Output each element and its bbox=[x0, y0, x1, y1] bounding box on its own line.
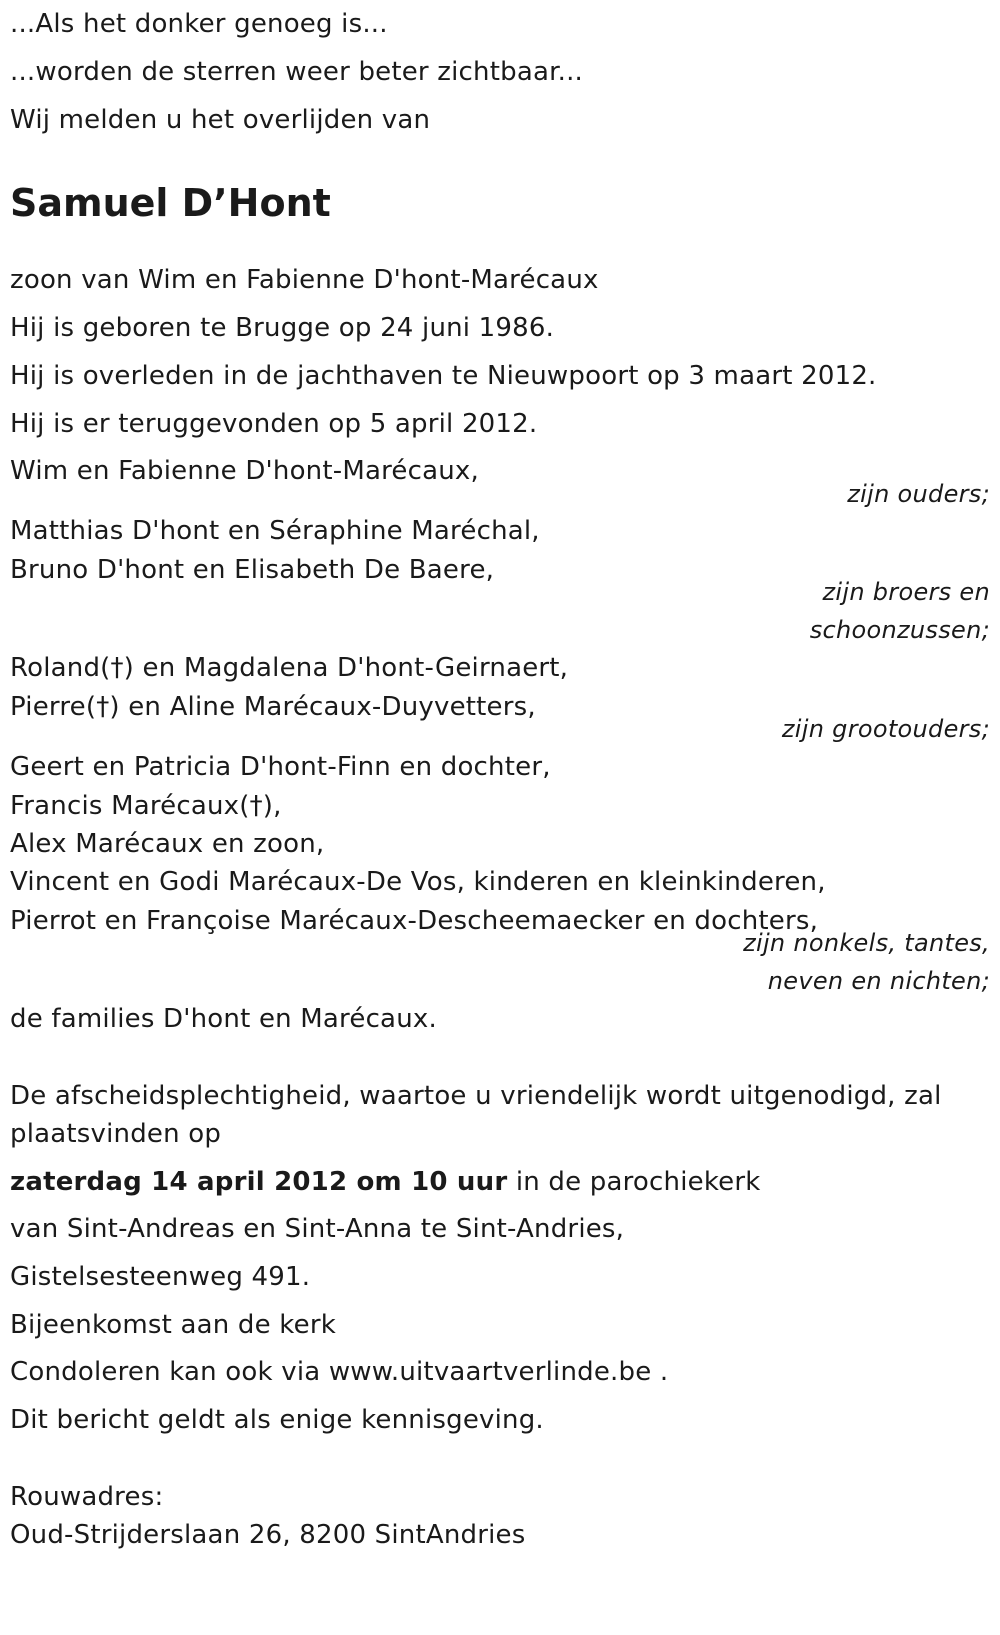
parents-names: Wim en Fabienne D'hont-Marécaux, bbox=[10, 456, 479, 486]
relatives-line-2: Francis Marécaux(†), bbox=[10, 791, 282, 821]
siblings-line-2: Bruno D'hont en Elisabeth De Baere, bbox=[10, 555, 495, 585]
ceremony-condolences: Condoleren kan ook via www.uitvaartverlinde.be . bbox=[10, 1357, 669, 1387]
parents-role: zijn ouders; bbox=[847, 480, 990, 508]
ceremony-date-rest: in de parochiekerk bbox=[507, 1167, 761, 1197]
relatives-line-1: Geert en Patricia D'hont-Finn en dochter, bbox=[10, 752, 551, 782]
grandparents-role: zijn grootouders; bbox=[781, 715, 990, 743]
ceremony-invite-line-2: plaatsvinden op bbox=[10, 1119, 222, 1149]
relatives-line-3: Alex Marécaux en zoon, bbox=[10, 829, 325, 859]
relatives-line-4: Vincent en Godi Marécaux-De Vos, kinderen en kleinkinderen, bbox=[10, 867, 826, 897]
siblings-role-line-1: zijn broers en bbox=[822, 578, 990, 606]
relatives-role-line-2: neven en nichten; bbox=[767, 967, 990, 995]
died-line: Hij is overleden in de jachthaven te Nieuwpoort op 3 maart 2012. bbox=[10, 361, 877, 391]
intro-line-2: ...worden de sterren weer beter zichtbaar... bbox=[10, 57, 583, 87]
son-of-line: zoon van Wim en Fabienne D'hont-Marécaux bbox=[10, 265, 599, 295]
ceremony-notice: Dit bericht geldt als enige kennisgeving. bbox=[10, 1405, 544, 1435]
ceremony-church: van Sint-Andreas en Sint-Anna te Sint-Andries, bbox=[10, 1214, 625, 1244]
grandparents-line-2: Pierre(†) en Aline Marécaux-Duyvetters, bbox=[10, 692, 536, 722]
address-label: Rouwadres: bbox=[10, 1482, 164, 1512]
ceremony-invite-line-1: De afscheidsplechtigheid, waartoe u vriendelijk wordt uitgenodigd, zal bbox=[10, 1081, 942, 1111]
ceremony-gathering: Bijeenkomst aan de kerk bbox=[10, 1310, 336, 1340]
intro-line-3: Wij melden u het overlijden van bbox=[10, 105, 431, 135]
relatives-role-line-1: zijn nonkels, tantes, bbox=[743, 929, 990, 957]
deceased-name: Samuel D’Hont bbox=[10, 181, 331, 225]
found-line: Hij is er teruggevonden op 5 april 2012. bbox=[10, 409, 538, 439]
intro-line-1: ...Als het donker genoeg is... bbox=[10, 9, 388, 39]
grandparents-line-1: Roland(†) en Magdalena D'hont-Geirnaert, bbox=[10, 653, 569, 683]
siblings-role-line-2: schoonzussen; bbox=[809, 616, 990, 644]
ceremony-date-bold: zaterdag 14 april 2012 om 10 uur bbox=[10, 1167, 508, 1197]
born-line: Hij is geboren te Brugge op 24 juni 1986. bbox=[10, 313, 555, 343]
address-value: Oud-Strijderslaan 26, 8200 SintAndries bbox=[10, 1520, 526, 1550]
siblings-line-1: Matthias D'hont en Séraphine Maréchal, bbox=[10, 516, 540, 546]
families-line: de families D'hont en Marécaux. bbox=[10, 1004, 437, 1034]
ceremony-street: Gistelsesteenweg 491. bbox=[10, 1262, 311, 1292]
relatives-line-5: Pierrot en Françoise Marécaux-Descheemaecker en dochters, bbox=[10, 906, 819, 936]
ceremony-date-line bbox=[10, 1166, 761, 1198]
